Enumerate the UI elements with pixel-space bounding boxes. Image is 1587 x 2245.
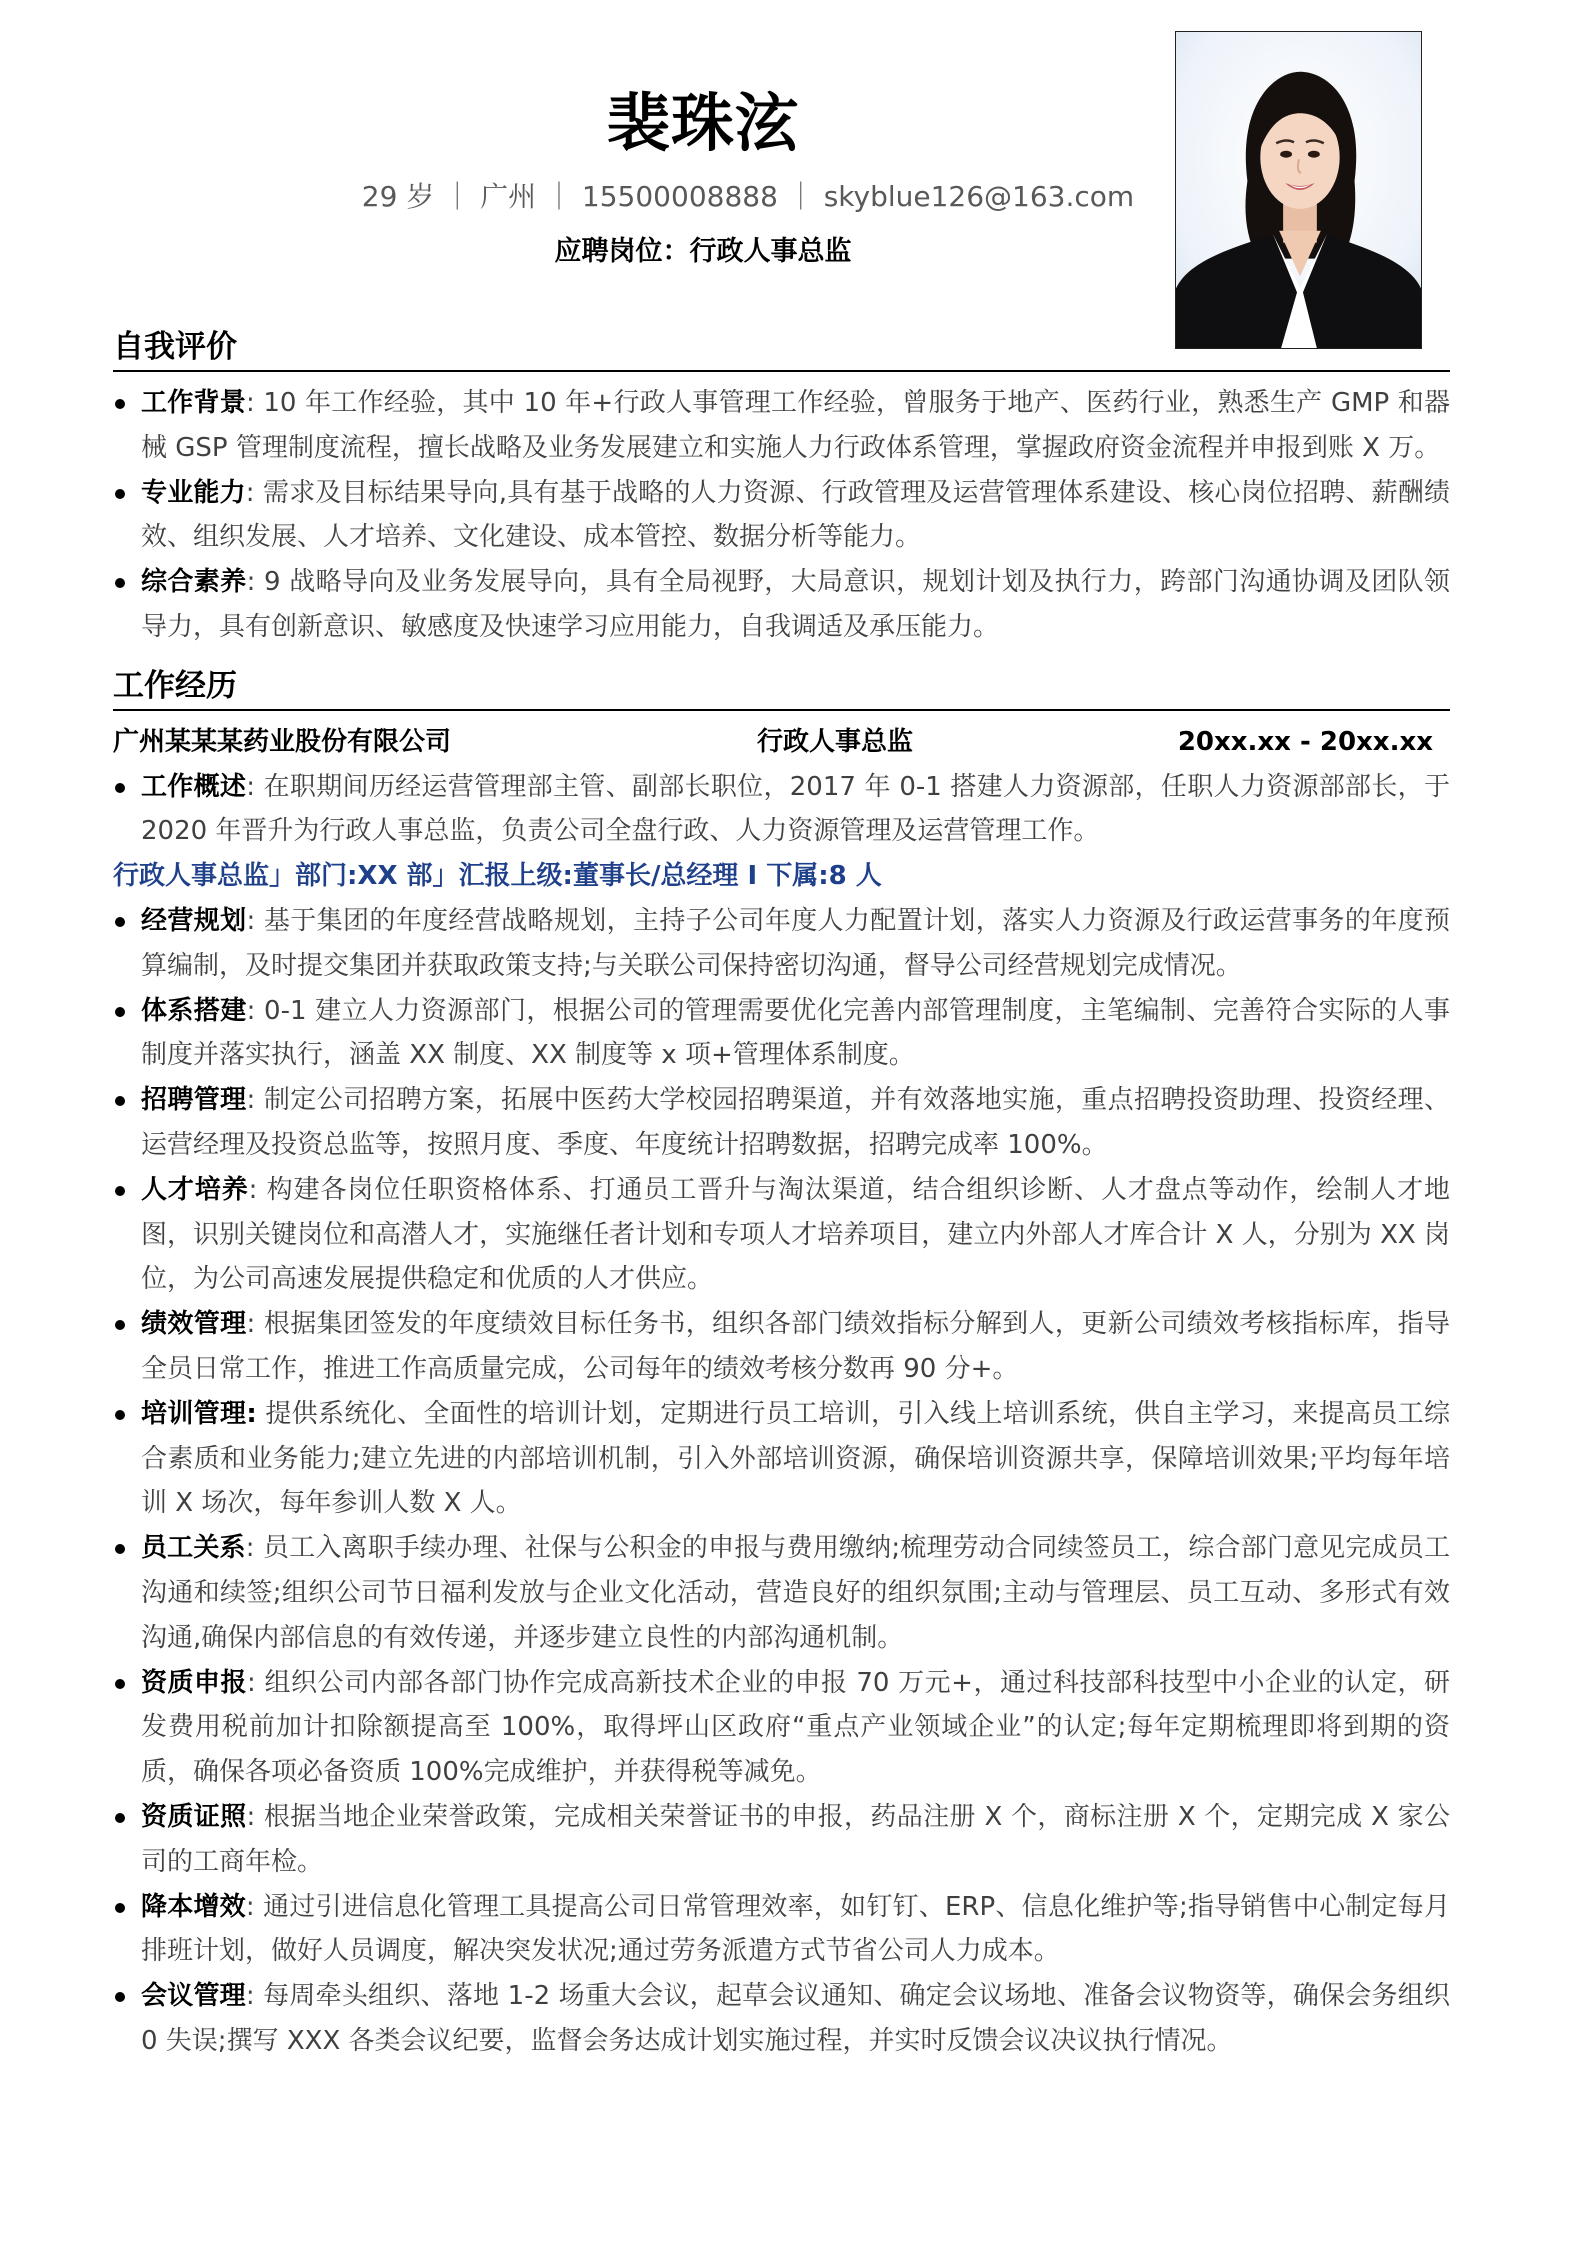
profile-photo [1175,31,1422,349]
item-label: 工作概述 [141,771,247,802]
duty-item [113,1885,1450,1975]
self-evaluation-section [113,327,1450,650]
duty-item [113,1661,1450,1795]
candidate-name: 裴珠泫 [607,87,799,160]
section-body [113,381,1450,650]
item-text: : 每周牵头组织、落地 1-2 场重大会议，起草会议通知、确定会议场地、准备会议物资等，确保会务组织 0 失误;撰写 XXX 各类会议纪要，监督会务达成计划实施过程，并实时反馈会议决议执行情况。 [141,1981,1450,2056]
bullet-icon [115,1410,125,1420]
item-text: : 员工入离职手续办理、社保与公积金的申报与费用缴纳;梳理劳动合同续签员工，综合部门意见完成员工沟通和续签;组织公司节日福利发放与企业文化活动，营造良好的组织氛围;主动与管理层、员工互动、多形式有效沟通,确保内部信息的有效传递，并逐步建立良性的内部沟通机制。 [141,1533,1450,1653]
bullet-icon [115,399,125,409]
bullet-icon [115,578,125,588]
company-name: 广州某某某药业股份有限公司 [113,726,452,757]
summary-item [113,765,1450,855]
duty-item [113,1078,1450,1168]
item-label: 员工关系 [141,1533,246,1564]
item-label: 经营规划 [141,905,247,936]
bullet-icon [115,1679,125,1689]
duty-item [113,1168,1450,1302]
item-text: : 在职期间历经运营管理部主管、副部长职位，2017 年 0-1 搭建人力资源部，任职人力资源部部长，于 2020 年晋升为行政人事总监，负责公司全盘行政、人力资源管理及运营管理工作。 [141,771,1450,847]
item-label: 资质申报 [141,1667,248,1698]
resume-body [113,327,1450,2064]
duty-item [113,1302,1450,1392]
bullet-icon [115,783,125,793]
item-text: : 组织公司内部各部门协作完成高新技术企业的申报 70 万元+，通过科技部科技型中小企业的认定，研发费用税前加计扣除额提高至 100%，取得坪山区政府“重点产业领域企业”的认定;每年定期梳理即将到期的资质，确保各项必备资质 100%完成维护，并获得税等减免。 [141,1667,1450,1788]
item-label: 招聘管理 [141,1085,247,1116]
target-position: 应聘岗位：行政人事总监 [554,236,852,267]
duty-list [113,899,1450,2064]
item-text: : 制定公司招聘方案，拓展中医药大学校园招聘渠道，并有效落地实施，重点招聘投资助理、投资经理、运营经理及投资总监等，按照月度、季度、年度统计招聘数据，招聘完成率 100%。 [141,1085,1450,1160]
item-text: : 构建各岗位任职资格体系、打通员工晋升与淘汰渠道，结合组织诊断、人才盘点等动作，绘制人才地图，识别关键岗位和高潜人才，实施继任者计划和专项人才培养项目，建立内外部人才库合计 X 人，分别为 XX 岗位，为公司高速发展提供稳定和优质的人才供应。 [141,1174,1450,1295]
bullet-icon [115,489,125,499]
bullet-icon [115,1320,125,1330]
evaluation-list [113,381,1450,650]
reporting-structure: 行政人事总监」部门:XX 部」汇报上级:董事长/总经理 I 下属:8 人 [113,861,882,892]
item-text: : 需求及目标结果导向,具有基于战略的人力资源、行政管理及运营管理体系建设、核心岗位招聘、薪酬绩效、组织发展、人才培养、文化建设、成本管控、数据分析等能力。 [141,477,1450,553]
item-label: 体系搭建 [141,995,247,1026]
item-text: : 根据当地企业荣誉政策，完成相关荣誉证书的申报，药品注册 X 个，商标注册 X 个，定期完成 X 家公司的工商年检。 [141,1801,1450,1877]
section-body [113,720,1450,2064]
bullet-icon [115,1992,125,2002]
item-label: 降本增效 [141,1891,246,1922]
section-title: 工作经历 [113,666,1450,711]
work-experience-section [113,666,1450,2064]
duty-item [113,1795,1450,1885]
eye-right [1308,151,1320,158]
portrait-illustration [1176,32,1421,348]
summary-list [113,765,1450,855]
bullet-icon [115,1813,125,1823]
duty-item [113,899,1450,989]
section-title: 自我评价 [113,327,1450,372]
item-label: 绩效管理 [141,1309,247,1340]
bullet-icon [115,1007,125,1017]
evaluation-item [113,560,1450,650]
bullet-icon [115,1096,125,1106]
item-label: 工作背景 [141,388,247,418]
item-text: : 通过引进信息化管理工具提高公司日常管理效率，如钉钉、ERP、信息化维护等;指导销售中心制定每月排班计划，做好人员调度，解决突发状况;通过劳务派遣方式节省公司人力成本。 [141,1891,1450,1967]
job-period: 20xx.xx - 20xx.xx [1177,726,1433,757]
item-text: : 根据集团签发的年度绩效目标任务书，组织各部门绩效指标分解到人，更新公司绩效考核指标库，指导全员日常工作，推进工作高质量完成，公司每年的绩效考核分数再 90 分+。 [141,1309,1450,1384]
item-text: : 10 年工作经验，其中 10 年+行政人事管理工作经验，曾服务于地产、医药行业，熟悉生产 GMP 和器械 GSP 管理制度流程，擅长战略及业务发展建立和实施人力行政体系管理，掌握政府资金流程并申报到账 X 万。 [141,388,1450,463]
bullet-icon [115,1186,125,1196]
duty-item [113,989,1450,1079]
duty-item [113,1974,1450,2064]
bullet-icon [115,1903,125,1913]
item-text: : 基于集团的年度经营战略规划，主持子公司年度人力配置计划，落实人力资源及行政运营事务的年度预算编制，及时提交集团并获取政策支持;与关联公司保持密切沟通，督导公司经营规划完成情况。 [141,905,1450,981]
item-text: 提供系统化、全面性的培训计划，定期进行员工培训，引入线上培训系统，供自主学习，来提高员工综合素质和业务能力;建立先进的内部培训机制，引入外部培训资源，确保培训资源共享，保障培训效果;平均每年培训 X 场次，每年参训人数 X 人。 [141,1398,1450,1519]
contact-info: 29 岁 ｜ 广州 ｜ 15500008888 ｜ skyblue126@163.com [361,180,1135,213]
bullet-icon [115,917,125,927]
job-role: 行政人事总监 [757,726,914,757]
evaluation-item [113,471,1450,561]
item-label: 专业能力 [141,477,246,508]
item-label: 人才培养 [141,1174,249,1205]
job-header [113,720,1450,765]
item-text: : 0-1 建立人力资源部门，根据公司的管理需要优化完善内部管理制度，主笔编制、完善符合实际的人事制度并落实执行，涵盖 XX 制度、XX 制度等 x 项+管理体系制度。 [141,995,1450,1071]
duty-item [113,1526,1450,1660]
item-label: 会议管理 [141,1981,246,2012]
eye-left [1280,151,1292,158]
item-text: : 9 战略导向及业务发展导向，具有全局视野，大局意识，规划计划及执行力，跨部门沟通协调及团队领导力，具有创新意识、敏感度及快速学习应用能力，自我调适及承压能力。 [141,567,1450,642]
item-label: 培训管理: [141,1398,257,1429]
duty-item [113,1392,1450,1526]
item-label: 综合素养 [141,567,247,598]
bullet-icon [115,1544,125,1554]
item-label: 资质证照 [141,1801,247,1832]
evaluation-item [113,381,1450,471]
